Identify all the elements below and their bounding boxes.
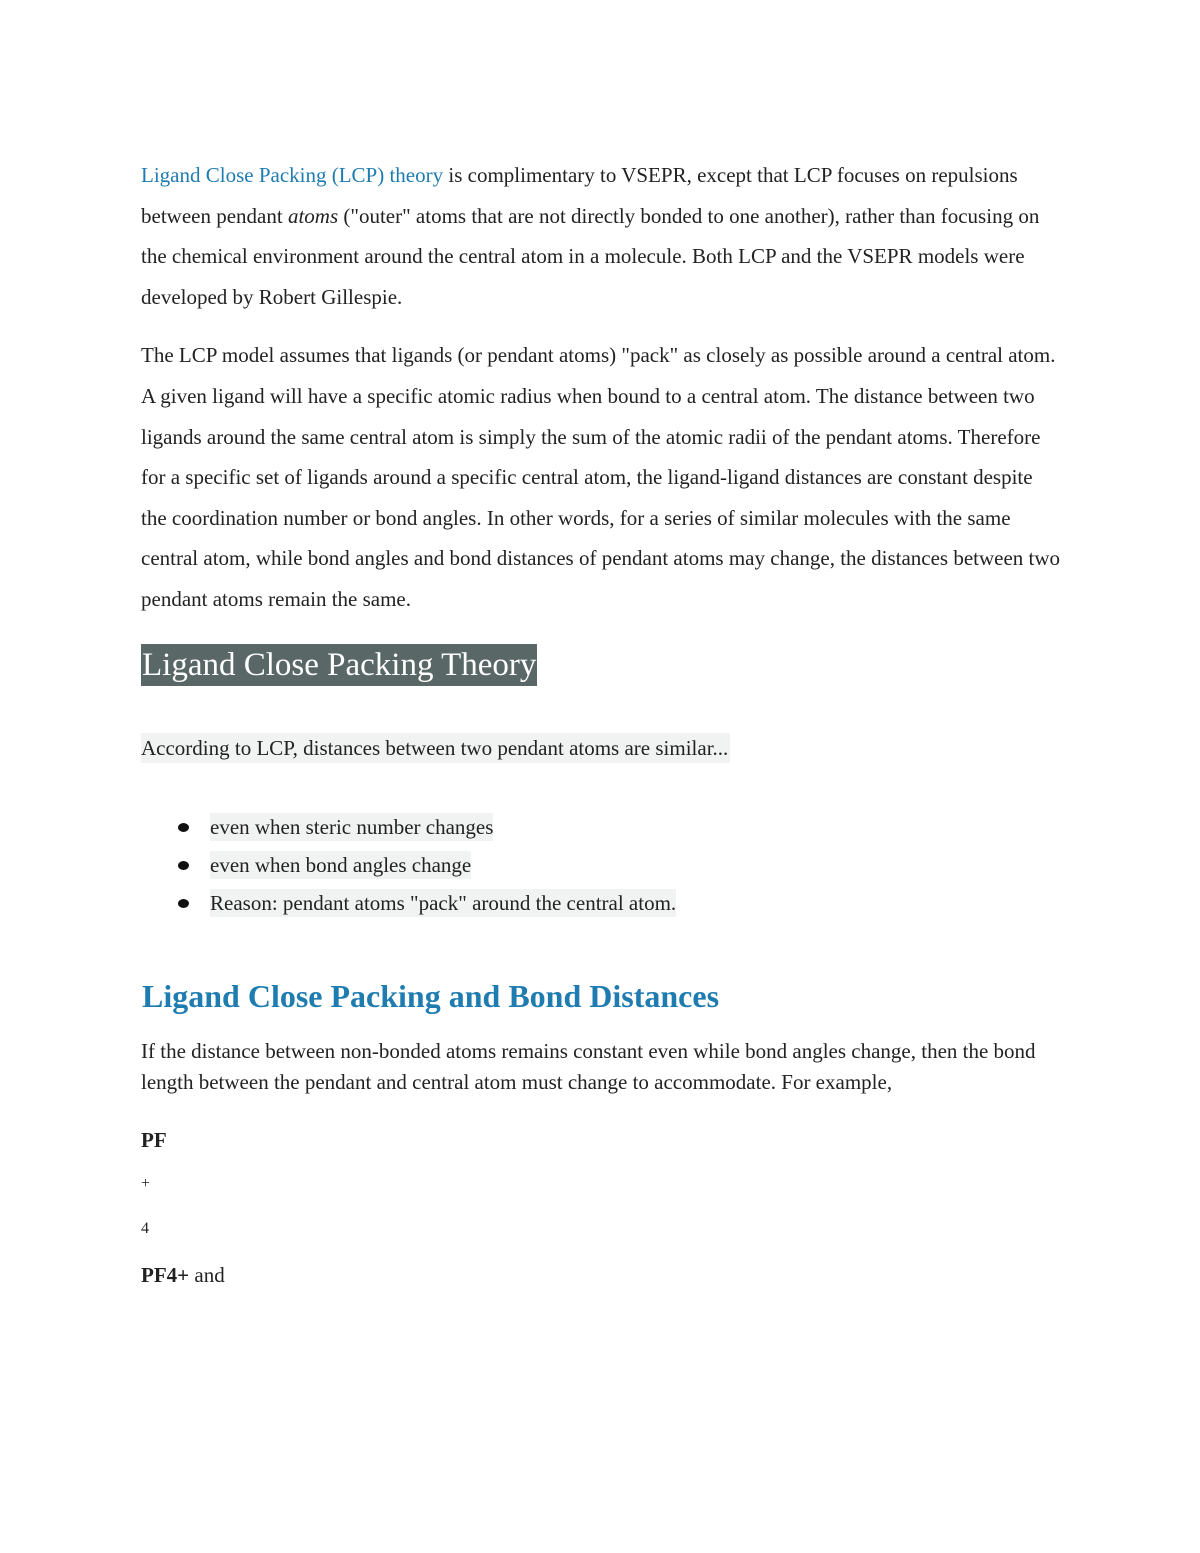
and-text: and xyxy=(189,1262,225,1287)
pf4-formula: PF4+ xyxy=(141,1262,190,1287)
bond-distances-heading: Ligand Close Packing and Bond Distances xyxy=(142,977,720,1014)
formula-plus: + xyxy=(141,1174,151,1192)
bullet-text: even when bond angles change xyxy=(210,852,472,877)
lcp-bullet-list xyxy=(141,809,1061,923)
according-to-lcp-line: According to LCP, distances between two pendant atoms are similar... xyxy=(141,733,730,763)
bullet-icon xyxy=(178,861,189,870)
ligand-close-packing-theory-heading: Ligand Close Packing Theory xyxy=(141,644,537,686)
document-content xyxy=(141,155,1061,1290)
according-line-block xyxy=(141,686,1061,763)
formula-subscript: 4 xyxy=(141,1219,149,1237)
list-item xyxy=(141,885,1061,923)
shaded-heading-block xyxy=(141,620,1061,686)
list-item xyxy=(141,847,1061,885)
bullet-icon xyxy=(178,823,189,832)
pf4-and-line xyxy=(141,1260,1061,1290)
bullet-text: Reason: pendant atoms "pack" around the central atom. xyxy=(210,890,677,915)
intro-text-1: is complimentary to VSEPR, except that LCP focuses on repulsions between pendant xyxy=(141,163,1018,228)
lcp-theory-link[interactable]: Ligand Close Packing (LCP) theory xyxy=(141,163,444,187)
formula-pf: PF xyxy=(141,1127,167,1152)
bond-length-paragraph: If the distance between non-bonded atoms remains constant even while bond angles change, then the bond length between the pendant and central atom must change to accommodate. For example, xyxy=(141,1038,1036,1095)
list-item xyxy=(141,809,1061,847)
atoms-emphasis: atoms xyxy=(287,203,339,228)
intro-text-2: ("outer" atoms that are not directly bonded to one another), rather than focusing on the chemical environment around the central atom in a molecule. Both LCP and the VSEPR models were developed by Robert Gillespie. xyxy=(141,203,1040,309)
bullet-icon xyxy=(178,899,189,908)
bullet-text: even when steric number changes xyxy=(210,814,494,839)
intro-paragraph xyxy=(141,155,1061,317)
lcp-model-paragraph: The LCP model assumes that ligands (or pendant atoms) "pack" as closely as possible around a central atom. A given ligand will have a specific atomic radius when bound to a central atom. The distance between two ligands around the same central atom is simply the sum of the atomic radii of the pendant atoms. Therefore for a specific set of ligands around a specific central atom, the ligand-ligand distances are constant despite the coordination number or bond angles. In other words, for a series of similar molecules with the same central atom, while bond angles and bond distances of pendant atoms may change, the distances between two pendant atoms remain the same. xyxy=(141,343,1061,611)
